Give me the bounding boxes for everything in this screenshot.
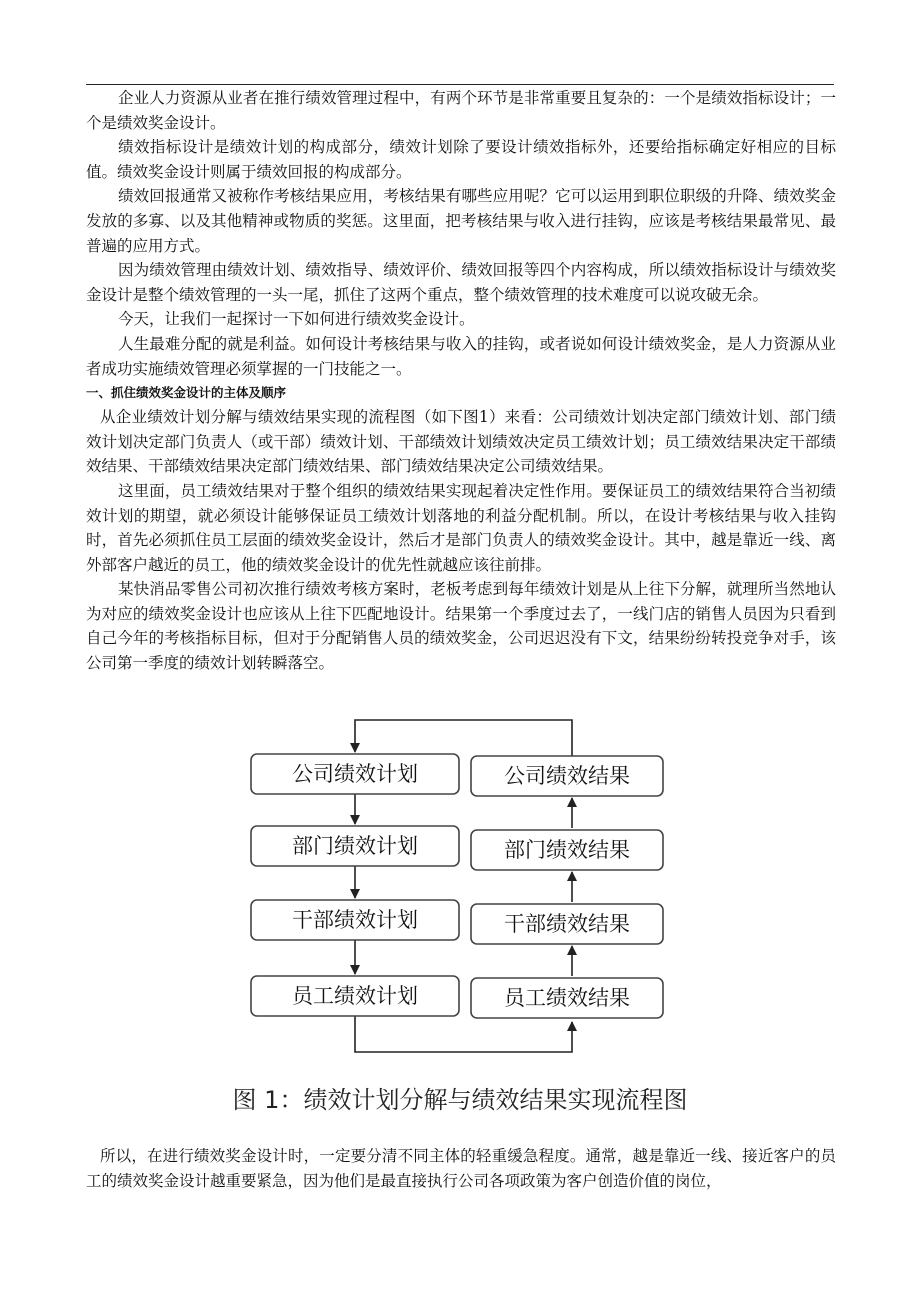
- paragraph-3: 绩效回报通常又被称作考核结果应用，考核结果有哪些应用呢？它可以运用到职位职级的升降、绩效奖金发放的多寡、以及其他精神或物质的奖惩。这里面，把考核结果与收入进行挂钩，应该是考核结果最常见、最普遍的应用方式。: [86, 187, 836, 255]
- result-box-employee: [471, 978, 663, 1018]
- plan-box-department-label: 部门绩效计划: [292, 834, 418, 858]
- plan-box-employee-label: 员工绩效计划: [292, 984, 418, 1008]
- paragraph-6: 人生最难分配的就是利益。如何设计考核结果与收入的挂钩，或者说如何设计绩效奖金，是人力资源从业者成功实施绩效管理必须掌握的一门技能之一。: [86, 334, 836, 378]
- plan-box-company-label: 公司绩效计划: [292, 762, 418, 786]
- section-paragraph-1: 从企业绩效计划分解与绩效结果实现的流程图（如下图1）来看：公司绩效计划决定部门绩效计划、部门绩效计划决定部门负责人（或干部）绩效计划、干部绩效计划绩效决定员工绩效计划；员工绩效结果决定干部绩效结果、干部绩效结果决定部门绩效结果、部门绩效结果决定公司绩效结果。: [86, 408, 836, 476]
- section-heading: 一、抓住绩效奖金设计的主体及顺序: [86, 385, 287, 401]
- flowchart-diagram: [245, 718, 675, 1064]
- section-paragraph-2: 这里面，员工绩效结果对于整个组织的绩效结果实现起着决定性作用。要保证员工的绩效结果符合当初绩效计划的期望，就必须设计能够保证员工绩效计划落地的利益分配机制。所以，在设计考核结果与收入挂钩时，首先必须抓住员工层面的绩效奖金设计，然后才是部门负责人的绩效奖金设计。其中，越是靠近一线、离外部客户越近的员工，他的绩效奖金设计的优先性就越应该往前排。: [86, 481, 836, 574]
- loop-bottom-connector: [355, 1016, 572, 1052]
- result-box-cadre-label: 干部绩效结果: [504, 912, 630, 936]
- body-text: [86, 86, 836, 676]
- closing-paragraph: 所以，在进行绩效奖金设计时，一定要分清不同主体的轻重缓急程度。通常，越是靠近一线、接近客户的员工的绩效奖金设计越重要紧急，因为他们是最直接执行公司各项政策为客户创造价值的岗位，: [86, 1147, 836, 1190]
- paragraph-2: 绩效指标设计是绩效计划的构成部分，绩效计划除了要设计绩效指标外，还要给指标确定好相应的目标值。绩效奖金设计则属于绩效回报的构成部分。: [86, 138, 836, 181]
- plan-box-company: [251, 754, 459, 794]
- loop-top-connector: [355, 720, 572, 756]
- result-box-company: [471, 756, 663, 796]
- paragraph-4: 因为绩效管理由绩效计划、绩效指导、绩效评价、绩效回报等四个内容构成，所以绩效指标设计与绩效奖金设计是整个绩效管理的一头一尾，抓住了这两个重点，整个绩效管理的技术难度可以说攻破无余。: [86, 261, 836, 304]
- figure-caption: 图 1：绩效计划分解与绩效结果实现流程图: [232, 1086, 688, 1114]
- result-box-department: [471, 830, 663, 870]
- result-box-employee-label: 员工绩效结果: [504, 986, 630, 1010]
- result-box-cadre: [471, 904, 663, 944]
- paragraph-5: 今天，让我们一起探讨一下如何进行绩效奖金设计。: [118, 310, 475, 329]
- plan-box-department: [251, 826, 459, 866]
- header-rule: [86, 84, 834, 85]
- plan-box-employee: [251, 976, 459, 1016]
- paragraph-1: 企业人力资源从业者在推行绩效管理过程中，有两个环节是非常重要且复杂的：一个是绩效指标设计；一个是绩效奖金设计。: [86, 89, 836, 132]
- plan-box-cadre: [251, 900, 459, 940]
- result-box-company-label: 公司绩效结果: [504, 764, 630, 788]
- closing-text: [86, 1144, 836, 1193]
- section-paragraph-3: 某快消品零售公司初次推行绩效考核方案时，老板考虑到每年绩效计划是从上往下分解，就理所当然地认为对应的绩效奖金设计也应该从上往下匹配地设计。结果第一个季度过去了，一线门店的销售人员因为只看到自己今年的考核指标目标，但对于分配销售人员的绩效奖金，公司迟迟没有下文，结果纷纷转投竞争对手，该公司第一季度的绩效计划转瞬落空。: [86, 580, 836, 673]
- result-box-department-label: 部门绩效结果: [504, 838, 630, 862]
- plan-box-cadre-label: 干部绩效计划: [292, 908, 418, 932]
